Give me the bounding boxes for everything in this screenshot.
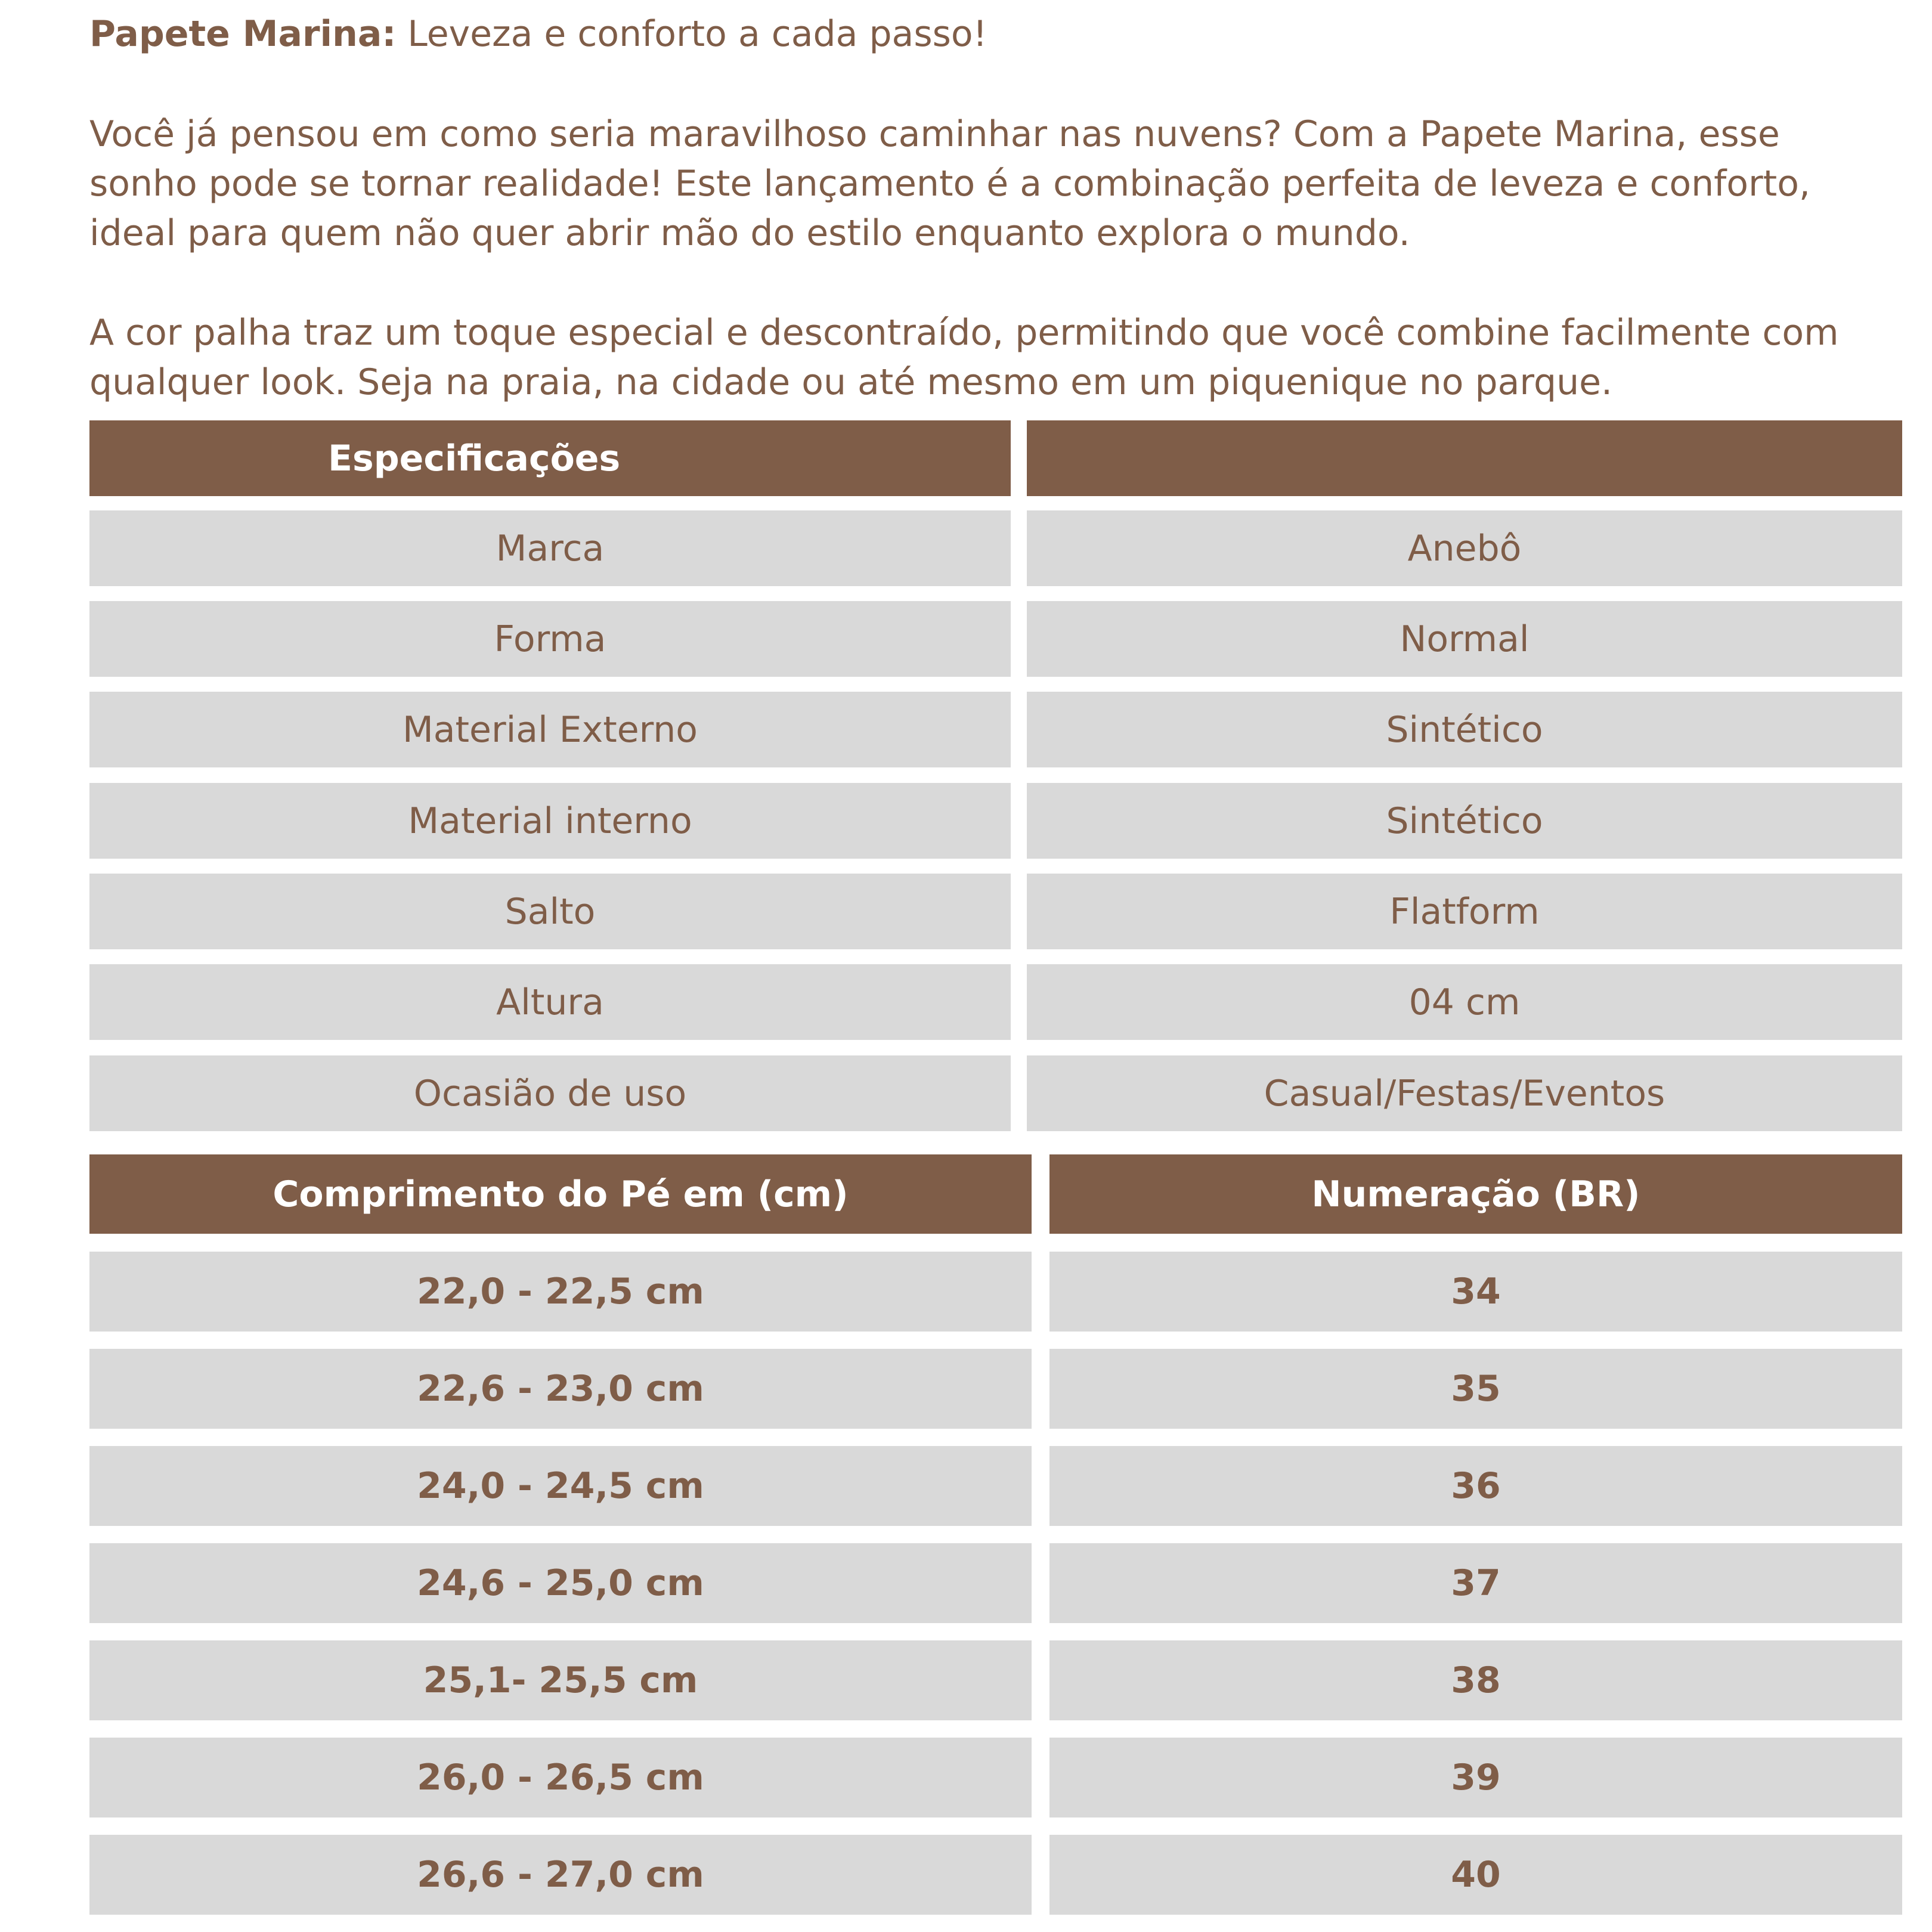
size-length-cell	[89, 1349, 1032, 1429]
size-number: 38	[1451, 1659, 1501, 1701]
size-number-cell	[1049, 1835, 1902, 1915]
size-length: 24,6 - 25,0 cm	[417, 1562, 704, 1604]
size-header-size	[1049, 1154, 1902, 1234]
size-number-cell	[1049, 1543, 1902, 1623]
size-number-cell	[1049, 1640, 1902, 1720]
specs-header-value	[1027, 420, 1902, 496]
size-number: 37	[1451, 1562, 1501, 1604]
size-number: 35	[1451, 1368, 1501, 1410]
specs-label-cell	[89, 874, 1011, 949]
product-title	[89, 10, 987, 59]
specs-value-cell	[1027, 510, 1902, 586]
specs-label-cell	[89, 964, 1011, 1040]
intro-paragraph-1-line: ideal para quem não quer abrir mão do estilo enquanto explora o mundo.	[89, 212, 1410, 254]
intro-paragraph-1-line: Você já pensou em como seria maravilhoso caminhar nas nuvens? Com a Papete Marina, esse	[89, 113, 1780, 155]
size-number: 39	[1451, 1757, 1501, 1798]
specs-value: Casual/Festas/Eventos	[1264, 1072, 1665, 1114]
specs-value: Sintético	[1386, 800, 1543, 842]
specs-label-cell	[89, 510, 1011, 586]
specs-label: Marca	[496, 527, 605, 569]
specs-header-label-text: Especificações	[328, 437, 621, 479]
size-length: 24,0 - 24,5 cm	[417, 1465, 704, 1507]
size-length-cell	[89, 1738, 1032, 1818]
specs-label: Altura	[496, 981, 604, 1023]
specs-label: Forma	[494, 618, 606, 660]
size-length: 26,6 - 27,0 cm	[417, 1854, 704, 1896]
specs-label: Material Externo	[402, 708, 698, 751]
specs-label-cell	[89, 783, 1011, 859]
intro-paragraph-2-line: A cor palha traz um toque especial e descontraído, permitindo que você combine facilmente com	[89, 312, 1839, 354]
size-header-length	[89, 1154, 1032, 1234]
size-number-cell	[1049, 1349, 1902, 1429]
size-header-length-text: Comprimento do Pé em (cm)	[273, 1173, 849, 1215]
size-number-cell	[1049, 1252, 1902, 1332]
size-length-cell	[89, 1446, 1032, 1526]
specs-value: 04 cm	[1408, 981, 1521, 1023]
size-length: 26,0 - 26,5 cm	[417, 1757, 704, 1798]
specs-value-cell	[1027, 601, 1902, 677]
specs-label: Material interno	[408, 800, 692, 842]
size-length-cell	[89, 1640, 1032, 1720]
specs-label-cell	[89, 1055, 1011, 1131]
specs-value: Flatform	[1389, 890, 1540, 933]
specs-value-cell	[1027, 1055, 1902, 1131]
specs-header-label	[89, 420, 1011, 496]
specs-label: Ocasião de uso	[413, 1072, 687, 1114]
specs-value-cell	[1027, 692, 1902, 767]
size-length: 25,1- 25,5 cm	[423, 1659, 698, 1701]
specs-value: Sintético	[1386, 708, 1543, 751]
specs-value: Normal	[1400, 618, 1530, 660]
size-number: 36	[1451, 1465, 1501, 1507]
size-length-cell	[89, 1252, 1032, 1332]
specs-value-cell	[1027, 964, 1902, 1040]
size-number: 40	[1451, 1854, 1501, 1896]
specs-label: Salto	[504, 890, 596, 933]
intro-paragraph-1-line: sonho pode se tornar realidade! Este lançamento é a combinação perfeita de leveza e conforto,	[89, 163, 1810, 205]
size-number: 34	[1451, 1271, 1501, 1312]
product-title-name: Papete Marina:	[89, 13, 397, 55]
size-header-size-text: Numeração (BR)	[1311, 1173, 1640, 1215]
intro-paragraph-2-line: qualquer look. Seja na praia, na cidade ou até mesmo em um piquenique no parque.	[89, 361, 1613, 403]
specs-label-cell	[89, 692, 1011, 767]
size-length: 22,0 - 22,5 cm	[417, 1271, 704, 1312]
specs-value-cell	[1027, 783, 1902, 859]
specs-value-cell	[1027, 874, 1902, 949]
specs-value: Anebô	[1407, 527, 1522, 569]
size-number-cell	[1049, 1738, 1902, 1818]
product-title-tagline: Leveza e conforto a cada passo!	[396, 13, 987, 55]
size-length-cell	[89, 1543, 1032, 1623]
size-length: 22,6 - 23,0 cm	[417, 1368, 704, 1410]
size-length-cell	[89, 1835, 1032, 1915]
specs-label-cell	[89, 601, 1011, 677]
size-number-cell	[1049, 1446, 1902, 1526]
